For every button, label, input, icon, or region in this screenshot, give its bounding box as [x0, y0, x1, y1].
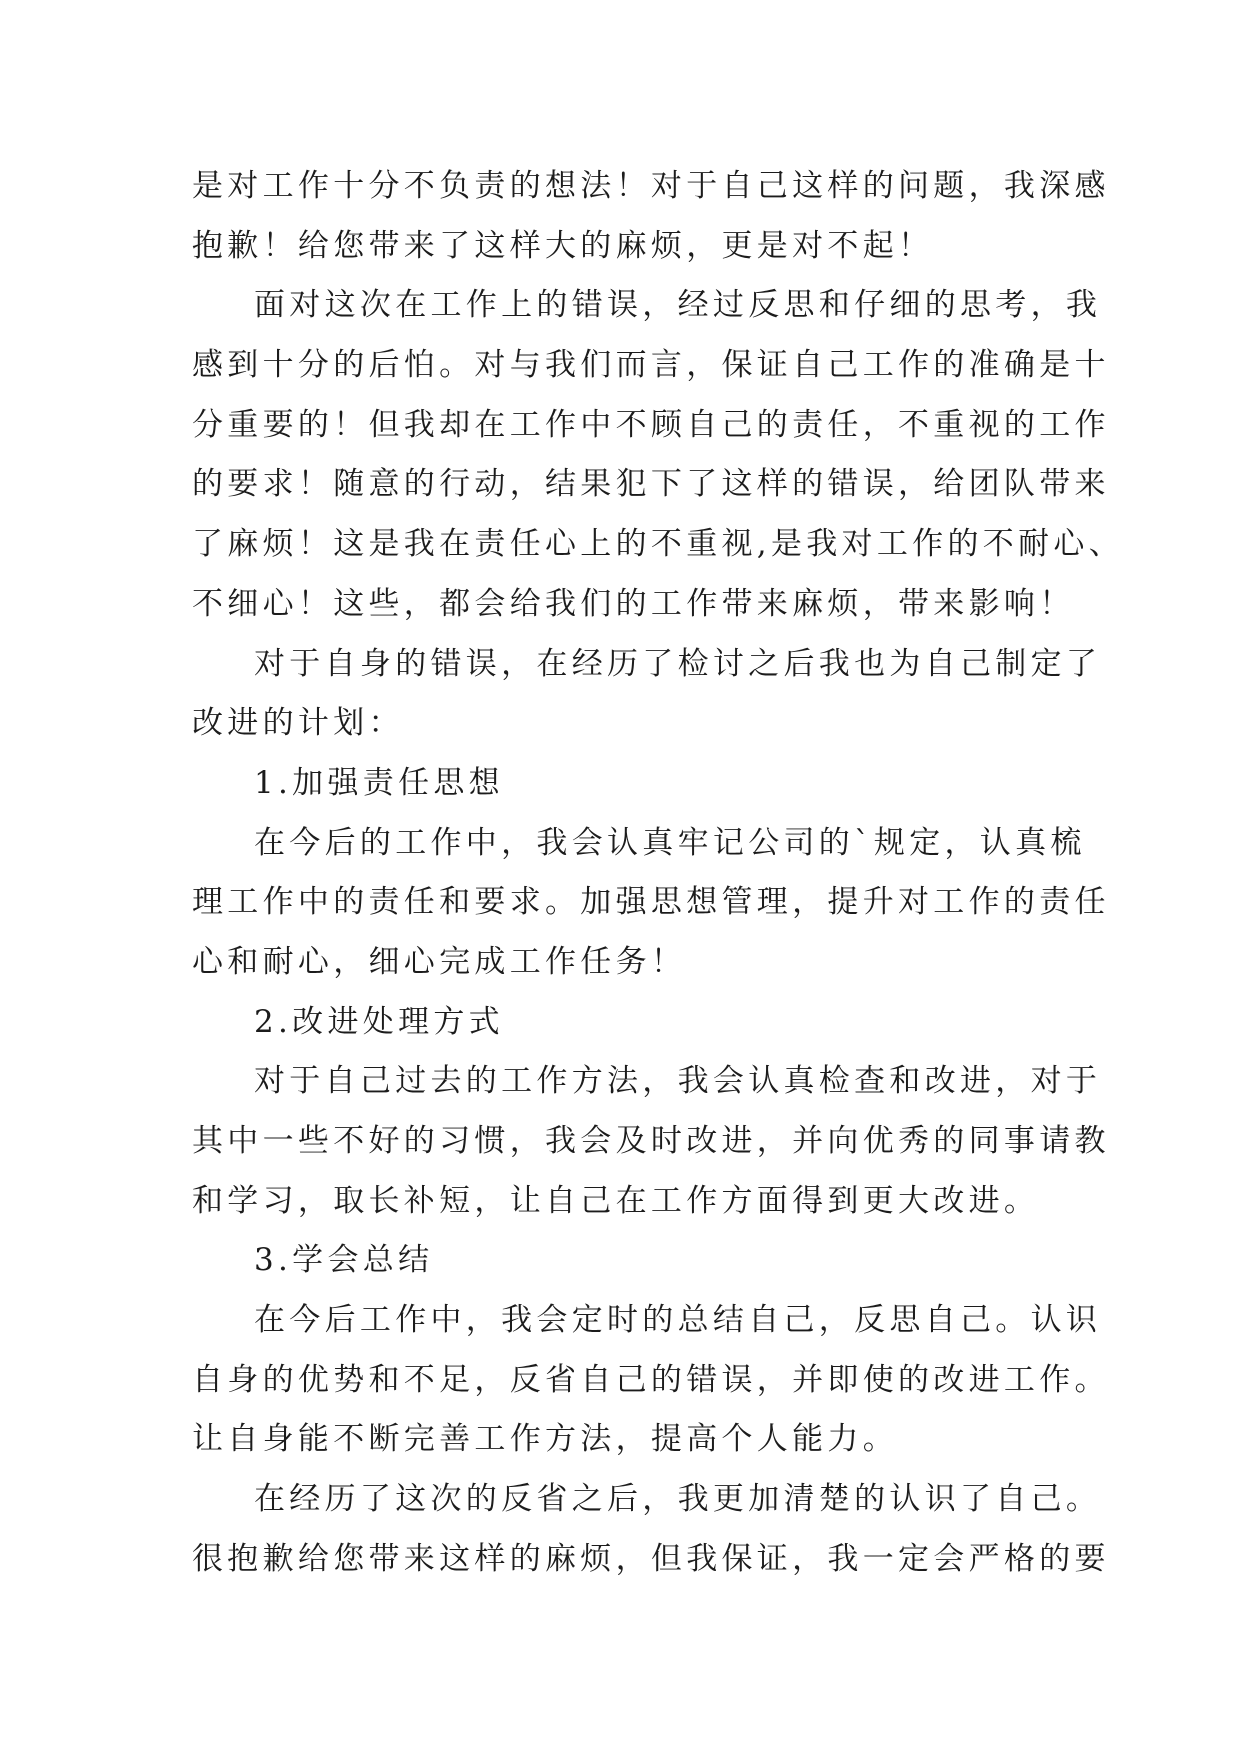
section-heading: 1.加强责任思想: [254, 765, 504, 801]
text-line: 分重要的！但我却在工作中不顾自己的责任，不重视的工作: [192, 407, 1110, 443]
text-line: 感到十分的后怕。对与我们而言，保证自己工作的准确是十: [192, 347, 1110, 383]
section-heading: 3.学会总结: [254, 1242, 434, 1278]
paragraph-start-line: 面对这次在工作上的错误，经过反思和仔细的思考，我: [254, 287, 1102, 323]
text-line: 自身的优势和不足，反省自己的错误，并即使的改进工作。: [192, 1362, 1110, 1398]
text-line: 心和耐心，细心完成工作任务！: [192, 944, 687, 980]
text-line: 很抱歉给您带来这样的麻烦，但我保证，我一定会严格的要: [192, 1541, 1110, 1577]
paragraph-start-line: 对于自身的错误，在经历了检讨之后我也为自己制定了: [254, 646, 1102, 682]
text-line: 抱歉！给您带来了这样大的麻烦，更是对不起！: [192, 228, 934, 264]
paragraph-start-line: 对于自己过去的工作方法，我会认真检查和改进，对于: [254, 1063, 1102, 1099]
text-line: 让自身能不断完善工作方法，提高个人能力。: [192, 1421, 898, 1457]
text-line: 了麻烦！这是我在责任心上的不重视,是我对工作的不耐心、: [192, 526, 1124, 562]
text-line: 的要求！随意的行动，结果犯下了这样的错误，给团队带来: [192, 466, 1110, 502]
paragraph-start-line: 在今后工作中，我会定时的总结自己，反思自己。认识: [254, 1302, 1102, 1338]
text-line: 其中一些不好的习惯，我会及时改进，并向优秀的同事请教: [192, 1123, 1110, 1159]
text-line: 和学习，取长补短，让自己在工作方面得到更大改进。: [192, 1183, 1040, 1219]
text-line: 是对工作十分不负责的想法！对于自己这样的问题，我深感: [192, 168, 1110, 204]
paragraph-start-line: 在经历了这次的反省之后，我更加清楚的认识了自己。: [254, 1481, 1102, 1517]
text-line: 理工作中的责任和要求。加强思想管理，提升对工作的责任: [192, 884, 1110, 920]
text-line: 不细心！这些，都会给我们的工作带来麻烦，带来影响！: [192, 586, 1075, 622]
section-heading: 2.改进处理方式: [254, 1004, 504, 1040]
text-line: 改进的计划：: [192, 705, 404, 741]
paragraph-start-line: 在今后的工作中，我会认真牢记公司的`规定，认真梳: [254, 825, 1086, 861]
